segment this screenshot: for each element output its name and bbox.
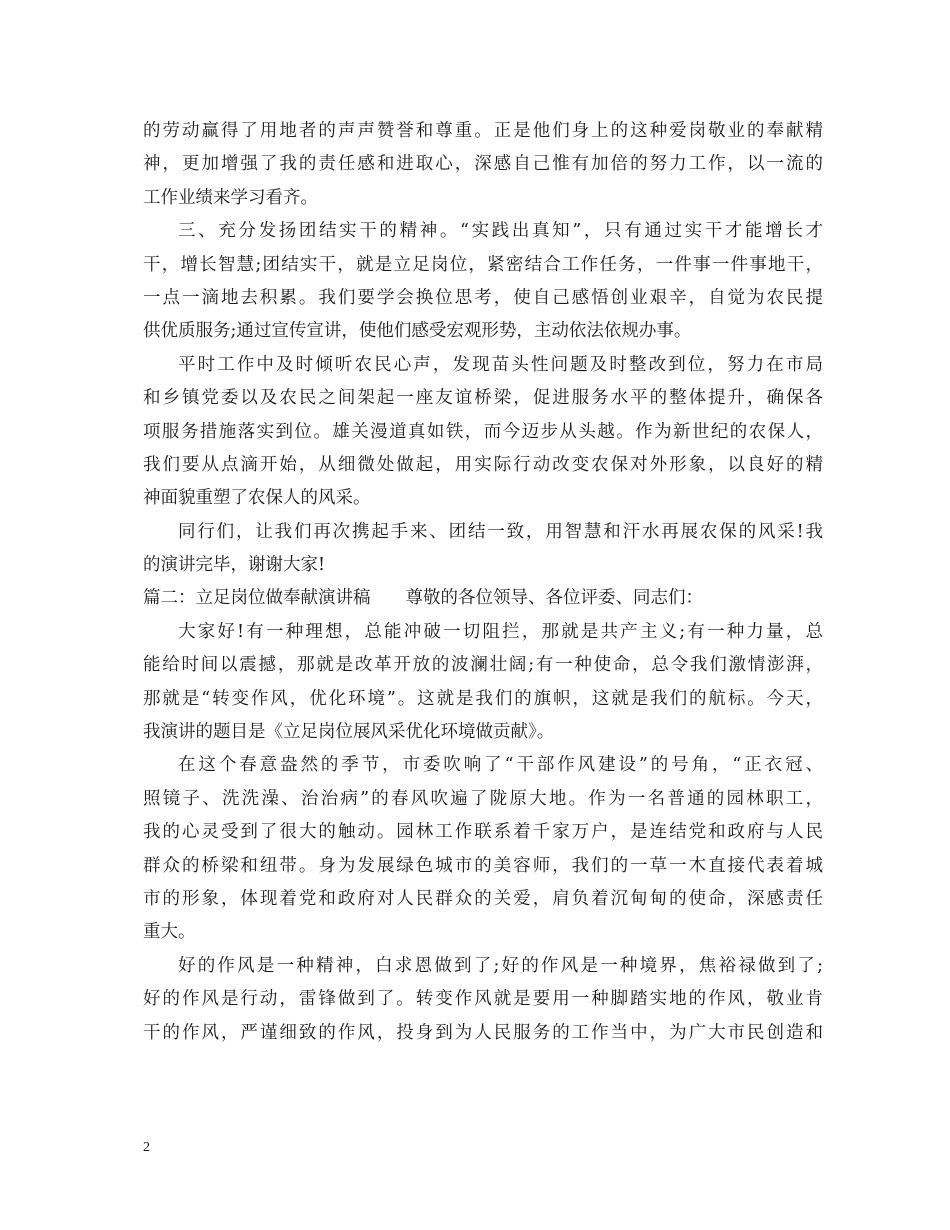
- text-line: 篇二：立足岗位做奉献演讲稿 尊敬的各位领导、各位评委、同志们：: [143, 588, 703, 609]
- text-line: 我的心灵受到了很大的触动。园林工作联系着千家万户，是连结党和政府与人民: [143, 822, 823, 843]
- text-line: 工作业绩来学习看齐。: [143, 187, 318, 208]
- text-line: 我演讲的题目是《立足岗位展风采优化环境做贡献》。: [143, 722, 555, 743]
- text-line: 群众的桥梁和纽带。身为发展绿色城市的美容师，我们的一草一木直接代表着城: [143, 855, 823, 876]
- text-line: 市的形象，体现着党和政府对人民群众的关爱，肩负着沉甸甸的使命，深感责任: [143, 888, 823, 909]
- text-line: 同行们，让我们再次携起手来、团结一致，用智慧和汗水再展农保的风采!我: [178, 521, 823, 542]
- text-line: 项服务措施落实到位。雄关漫道真如铁，而今迈步从头越。作为新世纪的农保人，: [143, 421, 823, 442]
- text-line: 干，增长智慧;团结实干，就是立足岗位，紧密结合工作任务，一件事一件事地干，: [143, 254, 823, 275]
- text-line: 一点一滴地去积累。我们要学会换位思考，使自己感悟创业艰辛，自觉为农民提: [143, 287, 823, 308]
- text-line: 的劳动赢得了用地者的声声赞誉和尊重。正是他们身上的这种爱岗敬业的奉献精: [143, 121, 823, 141]
- text-line: 平时工作中及时倾听农民心声，发现苗头性问题及时整改到位，努力在市局: [178, 354, 823, 375]
- text-line: 干的作风，严谨细致的作风，投身到为人民服务的工作当中，为广大市民创造和: [143, 1022, 823, 1043]
- document-body: [143, 115, 823, 1050]
- text-line: 的演讲完毕，谢谢大家!: [143, 555, 326, 576]
- text-line: 那就是“转变作风，优化环境”。这就是我们的旗帜，这就是我们的航标。今天，: [143, 688, 823, 709]
- text-line: 神面貌重塑了农保人的风采。: [143, 488, 371, 509]
- text-line: 三、充分发扬团结实干的精神。“实践出真知”，只有通过实干才能增长才: [178, 221, 823, 242]
- text-line: 好的作风是一种精神，白求恩做到了;好的作风是一种境界，焦裕禄做到了;: [178, 955, 823, 976]
- text-line: 供优质服务;通过宣传宣讲，使他们感受宏观形势，主动依法依规办事。: [143, 321, 692, 342]
- page-number: 2: [143, 1140, 150, 1155]
- text-line: 神，更加增强了我的责任感和进取心，深感自己惟有加倍的努力工作，以一流的: [143, 154, 823, 175]
- text-line: 能给时间以震撼，那就是改革开放的波澜壮阔;有一种使命，总令我们激情澎湃，: [143, 655, 823, 676]
- text-line: 重大。: [143, 922, 196, 943]
- text-line: 在这个春意盎然的季节，市委吹响了“干部作风建设”的号角，“正衣冠、: [178, 755, 823, 776]
- text-line: 我们要从点滴开始，从细微处做起，用实际行动改变农保对外形象，以良好的精: [143, 454, 823, 475]
- text-line: 大家好!有一种理想，总能冲破一切阻拦，那就是共产主义;有一种力量，总: [178, 621, 823, 642]
- text-line: 好的作风是行动，雷锋做到了。转变作风就是要用一种脚踏实地的作风，敬业肯: [143, 989, 823, 1010]
- text-line: 和乡镇党委以及农民之间架起一座友谊桥梁，促进服务水平的整体提升，确保各: [143, 388, 823, 409]
- text-line: 照镜子、洗洗澡、治治病”的春风吹遍了陇原大地。作为一名普通的园林职工，: [143, 788, 823, 809]
